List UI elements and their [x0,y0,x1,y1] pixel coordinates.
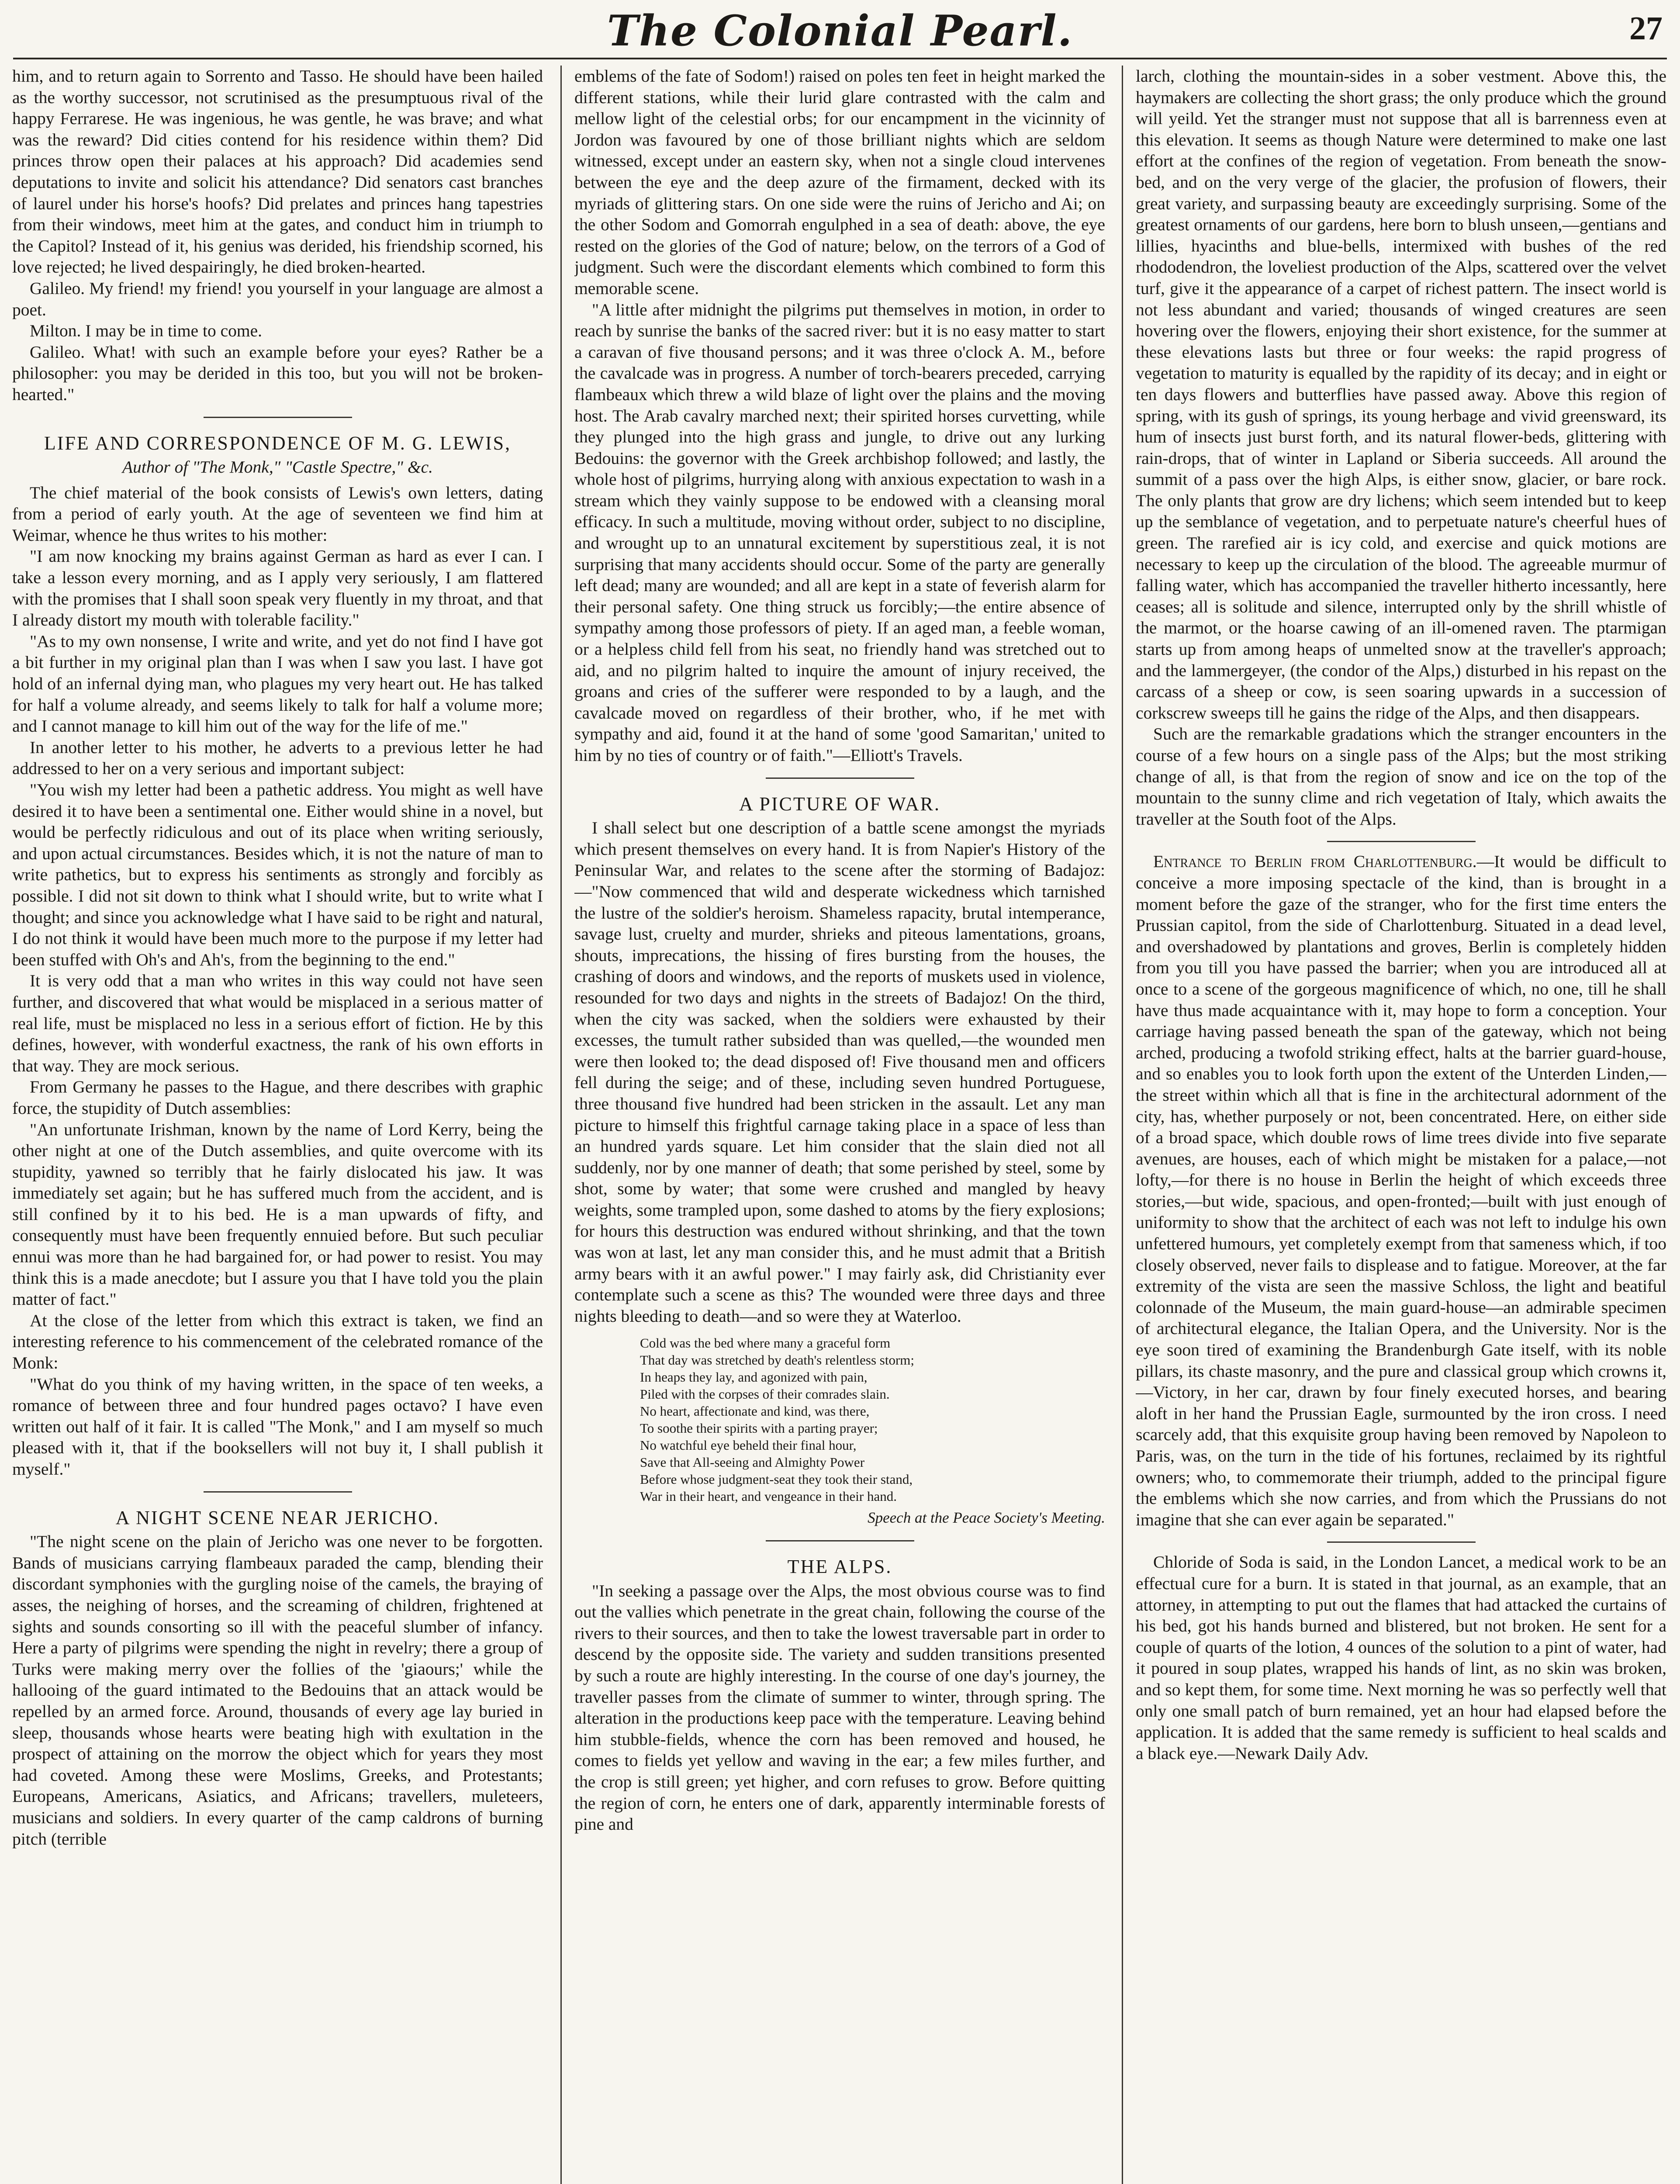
poem-line: That day was stretched by death's relentless storm; [640,1352,914,1368]
column-divider-1 [560,66,562,2184]
poem-line: No heart, affectionate and kind, was there, [640,1403,870,1419]
paragraph: "As to my own nonsense, I write and write, and yet do not find I have got a bit further in my original plan than I was when I saw you last. I have got hold of an infernal dying man, who plagues my very heart out. He has talked for half a volume already, and seems likely to talk for half a volume more; and I cannot manage to kill him out of the way for the life of me." [12,631,543,736]
masthead-rule [13,58,1667,59]
article-heading: A NIGHT SCENE NEAR JERICHO. [115,1507,440,1528]
paragraph: Galileo. My friend! my friend! you yourself in your language are almost a poet. [12,278,543,319]
paragraph: Milton. I may be in time to come. [30,321,263,341]
poem-attribution: Speech at the Peace Society's Meeting. [868,1509,1105,1527]
paragraph: larch, clothing the mountain-sides in a sober vestment. Above this, the haymakers are collecting the short grass; the only produce which the ground will yeild. Yet the stranger must not suppose that all is barrenness even at this elevation. It seems as though Nature were determined to make one last effort at the confines of the region of vegetation. From beneath the snow-bed, and on the very verge of the glacier, the profusion of flowers, their great variety, and surpassing beauty are exceedingly surprising. Some of the greatest ornaments of our gardens, here born to blush unseen,—gentians and lillies, hyacinths and blue-bells, intermixed with bushes of the red rhododendron, the loveliest production of the Alps, scattered over the velvet turf, give it the appearance of a carpet of richest pattern. The insect world is not less abundant and varied; thousands of winged creatures are seen hovering over the flowers, enjoying their short existence, for the summer at these elevations lasts but three or four weeks: the rapid progress of vegetation to maturity is equalled by the rapidity of its decay; and in eight or ten days flowers and butterflies have passed away. Above this region of spring, with its gush of springs, its young herbage and vivid greensward, its hum of insects just burst forth, and its natural flower-beds, glittering with rain-drops, that of winter in Lapland or Siberia succeeds. All around the summit of a pass over the high Alps, is either snow, glacier, or bare rock. The only plants that grow are dry lichens; which seem intended but to keep up the semblance of vegetation, and to perpetuate nature's cheerful hues of green. The rarefied air is icy cold, and exercise and quick motions are necessary to keep up the circulation of the blood. The agreeable murmur of falling water, which has accompanied the traveller hitherto incessantly, here ceases; all is solitude and silence, interrupted only by the shrill whistle of the marmot, or the hoarse cawing of an ill-omened raven. The ptarmigan starts up from among heaps of unmelted snow at the traveller's approach; and the lammergeyer, (the condor of the Alps,) disturbed in his repast on the carcass of a sheep or cow, is seen soaring upwards in a succession of corkscrew sweeps till he gains the ridge of the Alps, and then disappears. [1136,66,1666,722]
paragraph: Galileo. What! with such an example before your eyes? Rather be a philosopher: you may be derided in this too, but you will not be broken-hearted." [12,342,543,404]
paragraph: At the close of the letter from which this extract is taken, we find an interesting reference to his commencement of the celebrated romance of the Monk: [12,1310,543,1373]
paragraph [1136,851,1666,1530]
paragraph: "I am now knocking my brains against German as hard as ever I can. I take a lesson every morning, and as I apply very seriously, I am flattered with the promises that I shall soon speak very fluently in my throat, and that I already distort my mouth with tolerable facility." [12,546,543,630]
poem-line: Piled with the corpses of their comrades slain. [640,1386,890,1402]
paragraph: It is very odd that a man who writes in this way could not have seen further, and discovered that what would be misplaced in a serious matter of real life, must be misplaced no less in a serious effort of fiction. He by this defines, however, with wonderful exactness, the rank of his own efforts in that way. They are mock serious. [12,971,543,1075]
paragraph: "What do you think of my having written, in the space of ten weeks, a romance of between three and four hundred pages octavo? I have even written out half of it fair. It is called "The Monk," and I am myself so much pleased with it, that if the booksellers will not buy it, I shall publish it myself." [12,1374,543,1479]
paragraph: "The night scene on the plain of Jericho was one never to be forgotten. Bands of musicians carrying flambeaux paraded the camp, blending their discordant symphonies with the gurgling noise of the camels, the braying of asses, the neighing of horses, and the screaming of children, frightened at sights and sounds consorting so ill with the peaceful slumber of infancy. Here a party of pilgrims were spending the night in revelry; there a group of Turks were making merry over the follies of the 'giaours;' while the hallooing of the guard intimated to the Bedouins that an attack would be repelled by an armed force. Around, thousands of every age lay buried in sleep, thousands whose hearts were beating high with exultation in the prospect of attaining on the morrow the object which for years they most had coveted. Among these were Moslims, Greeks, and Protestants; Europeans, Americans, Asiatics, and Africans; travellers, muleteers, musicians and soldiers. In every quarter of the camp caldrons of burning pitch (terrible [12,1532,543,1849]
poem-line: In heaps they lay, and agonized with pain, [640,1369,868,1385]
section-separator [1327,841,1476,842]
column-3 [1136,66,1666,2184]
paragraph: "A little after midnight the pilgrims put themselves in motion, in order to reach by sunrise the banks of the sacred river: but it is no easy matter to start a caravan of five thousand persons; and it was three o'clock A. M., before the cavalcade was in progress. A number of torch-bearers preceded, carrying flambeaux which threw a wild blaze of light over the plains and the moving host. The Arab cavalry marched next; their spirited horses curvetting, while they plunged into the high grass and jungle, to drive out any lurking Bedouins: the governor with the Greek archbishop followed; and lastly, the whole host of pilgrims, hurrying along with anxious expectation to wash in a stream which they vainly suppose to be endowed with a cleansing moral efficacy. In such a multitude, moving without order, subject to no discipline, and wrought up to an unnatural excitement by superstitious zeal, it is not surprising that many accidents should occur. Some of the party are generally left dead; many are wounded; and all are kept in a state of feverish alarm for their personal safety. One thing struck us forcibly;—the entire absence of sympathy among those professors of piety. If an aged man, a feeble woman, or a helpless child fell from his seat, no friendly hand was stretched out to aid, and no pilgrim halted to inquire the amount of injury received, the groans and cries of the sufferer were responded to by a laugh, and the cavalcade moved on regardless of their brother, who, if he met with sympathy and aid, found it at the hand of some 'good Samaritan,' united to him by no ties of country or of faith."—Elliott's Travels. [574,300,1105,765]
paragraph: I shall select but one description of a battle scene amongst the myriads which present themselves on every hand. It is from Napier's History of the Peninsular War, and relates to the scene after the storming of Badajoz:—"Now commenced that wild and desperate wickedness which tarnished the lustre of the soldier's heroism. Shameless rapacity, brutal intemperance, savage lust, cruelty and murder, shrieks and piteous lamentations, groans, shouts, imprecations, the hissing of fires bursting from the houses, the crashing of doors and windows, and the reports of muskets used in violence, resounded for two days and nights in the streets of Badajoz! On the third, when the city was sacked, when the soldiers were exhausted by their excesses, the tumult rather subsided than was quelled,—the wounded men were then looked to; the dead disposed of! Five thousand men and officers fell during the seige; and of these, including seven hundred Portuguese, three thousand five hundred had been stricken in the assault. Let any man picture to himself this frightful carnage taking place in a space of less than an hundred yards square. Let him consider that the slain died not all suddenly, nor by one manner of death; that some perished by steel, some by shot, some by water; that some were crushed and mangled by heavy weights, some trampled upon, some dashed to atoms by the fiery explosions; for hours this destruction was endured without shrinking, and that the town was won at last, let any man consider this, and he must admit that a British army bears with it an awful power." I may fairly ask, did Christianity ever contemplate such a scene as this? The wounded were three days and three nights bleeding to death—and so were they at Waterloo. [574,818,1105,1326]
section-separator [1327,1541,1476,1543]
poem [640,1334,1105,1505]
article-heading: A PICTURE OF WAR. [739,793,940,815]
poem-line: War in their heart, and vengeance in their hand. [640,1489,897,1504]
paragraph: "You wish my letter had been a pathetic address. You might as well have desired it to have been a sentimental one. Either would shine in a novel, but would be perfectly ridiculous and out of its place when writing seriously, and upon actual circumstances. Besides which, it is not the nature of man to write pathetics, but to express his sentiments as strongly and forcibly as possible. I did not sit down to think what I should write, but to write what I thought; and since you acknowledge what I have said to be right and natural, I do not think it would have been much more to the purpose if my letter had been stuffed with Oh's and Ah's, from the beginning to the end." [12,780,543,969]
article-heading: LIFE AND CORRESPONDENCE OF M. G. LEWIS, [44,432,512,454]
masthead [0,0,1680,55]
section-separator [204,1491,352,1493]
article-body: —It would be difficult to conceive a more imposing spectacle of the kind, than is brought in a moment before the gaze of the stranger, who for the first time enters the Prussian capitol, from the side of Charlottenburg. Situated in a dead level, and overshadowed by plantations and groves, Berlin is completely hidden from you till you have passed the barrier; when you are introduced all at once to a scene of the gorgeous magnificence of which, no one, till he shall have thus made acquaintance with it, may hope to form a conception. Your carriage having passed beneath the span of the gateway, which not being arched, producing a twofold striking effect, halts at the barrier guard-house, and so enables you to look forth upon the extent of the Unterden Linden,—the street within which all that is fine in the architectural adornment of the city, has, whether purposely or not, been concentrated. Here, on either side of a broad space, which double rows of lime trees divide into five separate avenues, are houses, each of which might be mistaken for a palace,—not lofty,—for there is no house in Berlin the height of which exceeds three stories,—but wide, spacious, and open-fronted;—built with just enough of uniformity to show that the architect of each was not left to indulge his own unfettered humours, yet completely exempt from that sameness which, if too closely observed, never fails to displease and to fatigue. Moreover, at the far extremity of the vista are seen the massive Schloss, the light and beatiful colonnade of the Museum, the main guard-house—an admirable specimen of architectural elegance, the Italian Opera, and the University. Nor is the eye soon tired of examining the Brandenburgh Gate itself, with its noble pillars, its chaste masonry, and the pure and classical group which crowns it,—Victory, in her car, drawn by four finely executed horses, and bearing aloft in her hand the Prussian Eagle, surmounted by the iron cross. I need scarcely add, that this exquisite group having been removed by Napoleon to Paris, was, on the turn in the tide of his fortunes, reclaimed by its rightful owners; who, to commemorate their triumph, added to the principal figure the emblems which she now carries, and from which the Prussians do not imagine that she can ever again be separated." [1136,852,1666,1529]
article-heading: THE ALPS. [787,1556,892,1578]
paragraph: In another letter to his mother, he adverts to a previous letter he had addressed to her on a very serious and important subject: [12,737,543,778]
article-lead: Entrance to Berlin from Charlottenburg. [1153,852,1477,871]
column-1 [12,66,543,2184]
paragraph: Such are the remarkable gradations which the stranger encounters in the course of a few hours on a single pass of the Alps; but the most striking change of all, is that from the region of snow and ice on the top of the mountain to the sunny clime and rich vegetation of Italy, which awaits the traveller at the South foot of the Alps. [1136,724,1666,829]
article-byline: Author of "The Monk," "Castle Spectre," &c. [122,457,433,477]
poem-line: To soothe their spirits with a parting prayer; [640,1420,878,1436]
section-separator [766,1540,914,1541]
section-separator [204,417,352,418]
column-divider-2 [1122,66,1123,2184]
paragraph: "An unfortunate Irishman, known by the name of Lord Kerry, being the other night at one of the Dutch assemblies, and quite overcome with its stupidity, yawned so terribly that he fairly dislocated his jaw. It was immediately set again; but he has suffered much from the accident, and is still confined by it to his bed. He is a man upwards of fifty, and consequently must have been frequently ennuied before. But such peculiar ennui was more than he had bargained for, or had power to resist. You may think this is a made anecdote; but I assure you that I have told you the plain matter of fact." [12,1120,543,1309]
page-number: 27 [1629,10,1663,47]
paragraph: From Germany he passes to the Hague, and there describes with graphic force, the stupidity of Dutch assemblies: [12,1077,543,1118]
poem-line: Cold was the bed where many a graceful form [640,1335,891,1351]
paragraph: "In seeking a passage over the Alps, the most obvious course was to find out the vallies which penetrate in the great chain, following the course of the rivers to their sources, and then to take the lowest traversable part in order to descend by the opposite side. The variety and sudden transitions presented by such a route are highly interesting. In the course of one day's journey, the traveller passes from the climate of summer to winter, through spring. The alteration in the productions keep pace with the temperature. Leaving behind him stubble-fields, whence the corn has been removed and housed, he comes to fields yet yellow and waving in the ear; a few miles further, and the crop is still green; yet higher, and corn refuses to grow. Before quitting the region of corn, he enters one of dark, apparently interminable forests of pine and [574,1581,1105,1834]
column-2 [574,66,1105,2184]
paragraph: Chloride of Soda is said, in the London Lancet, a medical work to be an effectual cure for a burn. It is stated in that journal, as an example, that an attorney, in attempting to put out the flames that had attacked the curtains of his bed, got his hands burned and blistered, but not broken. He sent for a couple of quarts of the lotion, 4 ounces of the solution to a pint of water, had it poured in soup plates, wrapped his hands of lint, as no skin was broken, and so kept them, for some time. Next morning he was so perfectly well that only one small patch of burn remained, yet an hour had elapsed before the application. It is added that the same remedy is sufficient to heal scalds and a black eye.—Newark Daily Adv. [1136,1552,1666,1763]
paragraph: emblems of the fate of Sodom!) raised on poles ten feet in height marked the different stations, while their lurid glare contrasted with the calm and mellow light of the celestial orbs; for our encampment in the vicinnity of Jordon was favoured by one of those brilliant nights which are seldom witnessed, except under an eastern sky, when not a single cloud intervenes between the eye and the deep azure of the firmament, decked with its myriads of glittering stars. On one side were the ruins of Jericho and Ai; on the other Sodom and Gomorrah engulphed in a sea of death: above, the eye rested on the glories of the God of nature; below, on the terrors of a God of judgment. Such were the discordant elements which combined to form this memorable scene. [574,66,1105,298]
poem-line: No watchful eye beheld their final hour, [640,1438,857,1453]
poem-line: Before whose judgment-seat they took their stand, [640,1472,913,1487]
newspaper-title: The Colonial Pearl. [607,6,1073,55]
section-separator [766,778,914,779]
poem-line: Save that All-seeing and Almighty Power [640,1455,865,1470]
paragraph: The chief material of the book consists of Lewis's own letters, dating from a period of early youth. At the age of seventeen we find him at Weimar, whence he thus writes to his mother: [12,483,543,545]
paragraph: him, and to return again to Sorrento and Tasso. He should have been hailed as the worthy successor, not scrutinised as the presumptuous rival of the happy Ferrarese. He was ingenious, he was gentle, he was brave; and what was the reward? Did cities contend for his residence within them? Did princes throw open their palaces at his approach? Did academies send deputations to invite and solicit his attendance? Did senators cast branches of laurel under his horse's hoofs? Did prelates and princes hang tapestries from their windows, meet him at the gates, and conduct him in triumph to the Capitol? Instead of it, his genius was derided, his friendship scorned, his love rejected; he lived despairingly, he died broken-hearted. [12,66,543,277]
